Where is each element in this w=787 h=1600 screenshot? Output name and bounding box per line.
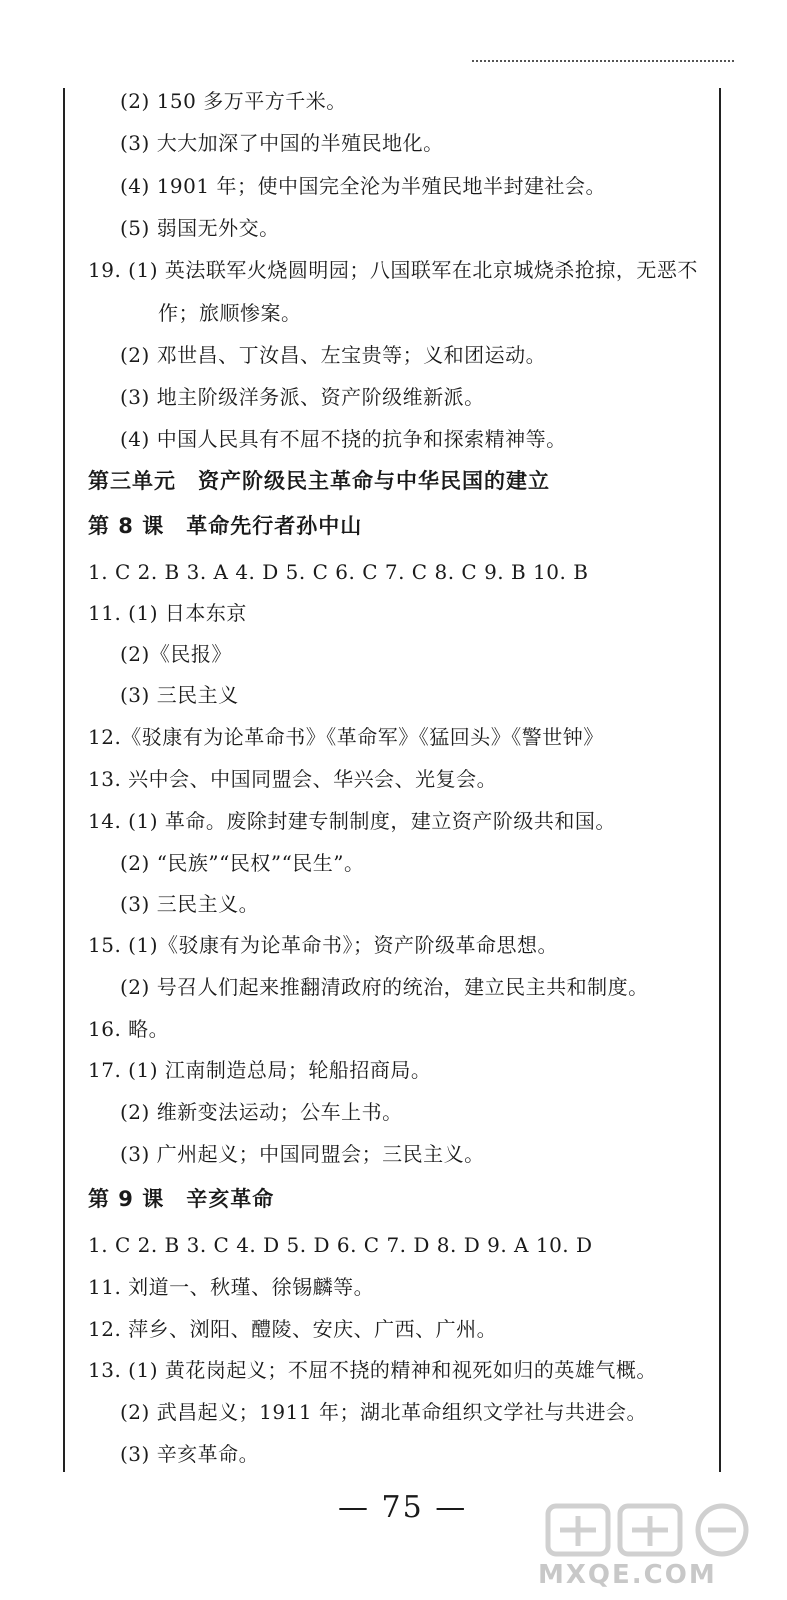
answer-line: (2) 维新变法运动；公车上书。 [120, 1100, 403, 1124]
answer-line: (2) 邓世昌、丁汝昌、左宝贵等；义和团运动。 [120, 343, 547, 367]
lesson-heading: 第 8 课 革命先行者孙中山 [88, 514, 363, 538]
answer-line: (3) 三民主义。 [120, 892, 260, 916]
answer-line: (3) 辛亥革命。 [120, 1442, 260, 1466]
answer-line: 15. (1)《驳康有为论革命书》；资产阶级革命思想。 [88, 933, 558, 957]
watermark-logo [538, 1500, 778, 1592]
answer-line: 13. 兴中会、中国同盟会、华兴会、光复会。 [88, 767, 498, 791]
left-margin-line [63, 88, 65, 1472]
watermark-icon [538, 1500, 778, 1560]
answer-line: (2)《民报》 [120, 642, 232, 666]
header-dotted-rule [472, 60, 734, 62]
answer-line: (4) 1901 年；使中国完全沦为半殖民地半封建社会。 [120, 174, 606, 198]
answer-line: 11. (1) 日本东京 [88, 601, 247, 625]
answer-line: 作；旅顺惨案。 [158, 301, 302, 325]
answer-line: 17. (1) 江南制造总局；轮船招商局。 [88, 1058, 432, 1082]
unit-heading: 第三单元 资产阶级民主革命与中华民国的建立 [88, 469, 550, 493]
answer-line: (5) 弱国无外交。 [120, 216, 280, 240]
answer-line: (3) 广州起义；中国同盟会；三民主义。 [120, 1142, 485, 1166]
answer-line: (3) 大大加深了中国的半殖民地化。 [120, 131, 444, 155]
answer-line: (3) 地主阶级洋务派、资产阶级维新派。 [120, 385, 485, 409]
answer-line: 16. 略。 [88, 1017, 170, 1041]
answer-line: 1. C 2. B 3. C 4. D 5. D 6. C 7. D 8. D 9. A 10. D [88, 1233, 593, 1257]
answer-line: (2) “民族”“民权”“民生”。 [120, 851, 365, 875]
answer-line: 14. (1) 革命。废除封建专制制度，建立资产阶级共和国。 [88, 809, 616, 833]
answer-line: 13. (1) 黄花岗起义；不屈不挠的精神和视死如归的英雄气概。 [88, 1358, 657, 1382]
answer-line: 19. (1) 英法联军火烧圆明园；八国联军在北京城烧杀抢掠，无恶不 [88, 258, 698, 282]
lesson-heading: 第 9 课 辛亥革命 [88, 1187, 275, 1211]
answer-line: 1. C 2. B 3. A 4. D 5. C 6. C 7. C 8. C 9. B 10. B [88, 560, 589, 584]
answer-line: (4) 中国人民具有不屈不挠的抗争和探索精神等。 [120, 427, 567, 451]
answer-line: (2) 武昌起义；1911 年；湖北革命组织文学社与共进会。 [120, 1400, 647, 1424]
answer-line: (3) 三民主义 [120, 683, 239, 707]
answer-line: 12.《驳康有为论革命书》《革命军》《猛回头》《警世钟》 [88, 725, 604, 749]
answer-line: (2) 150 多万平方千米。 [120, 89, 347, 113]
answer-line: 12. 萍乡、浏阳、醴陵、安庆、广西、广州。 [88, 1317, 498, 1341]
right-margin-line [719, 88, 721, 1472]
watermark-text: MXQE.COM [538, 1560, 717, 1590]
page-number: — 75 — [338, 1490, 468, 1525]
answer-line: 11. 刘道一、秋瑾、徐锡麟等。 [88, 1275, 375, 1299]
answer-line: (2) 号召人们起来推翻清政府的统治，建立民主共和制度。 [120, 975, 649, 999]
